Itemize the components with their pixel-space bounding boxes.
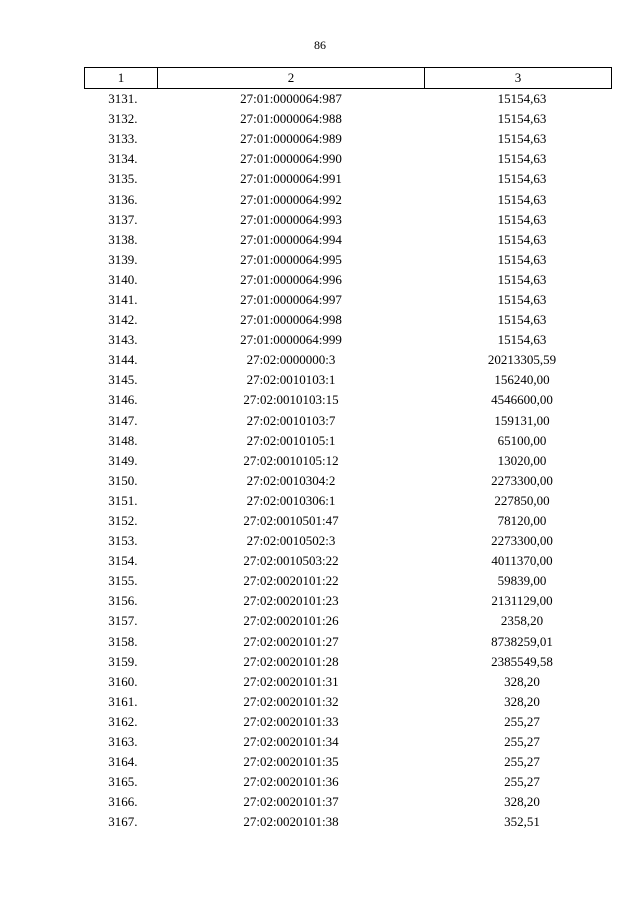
row-number: 3164. xyxy=(108,754,138,770)
cadastral-number: 27:01:0000064:995 xyxy=(240,251,342,267)
row-number: 3162. xyxy=(108,713,138,729)
table-row xyxy=(85,330,612,350)
value-cell: 8738259,01 xyxy=(491,633,553,649)
cadastral-number: 27:02:0020101:23 xyxy=(243,593,339,609)
row-number: 3139. xyxy=(108,251,138,267)
table-row xyxy=(85,230,612,250)
cadastral-number: 27:02:0020101:28 xyxy=(243,653,339,669)
table-row xyxy=(85,471,612,491)
value-cell: 65100,00 xyxy=(497,432,547,448)
row-number: 3150. xyxy=(108,472,138,488)
table-row xyxy=(85,290,612,310)
cadastral-number: 27:02:0010105:12 xyxy=(243,452,339,468)
cadastral-number: 27:01:0000064:991 xyxy=(240,171,342,187)
table-row xyxy=(85,672,612,692)
value-cell: 2358,20 xyxy=(500,613,544,629)
value-cell: 4011370,00 xyxy=(491,553,553,569)
table-row xyxy=(85,310,612,330)
row-number: 3135. xyxy=(108,171,138,187)
row-number: 3136. xyxy=(108,191,138,207)
cadastral-number: 27:02:0020101:38 xyxy=(243,814,339,830)
table-row xyxy=(85,411,612,431)
table-row xyxy=(85,169,612,189)
cadastral-number: 27:02:0020101:35 xyxy=(243,754,339,770)
cadastral-number: 27:02:0010502:3 xyxy=(246,533,336,549)
value-cell: 352,51 xyxy=(504,814,540,830)
value-cell: 2273300,00 xyxy=(491,472,553,488)
value-cell: 328,20 xyxy=(504,673,540,689)
cadastral-number: 27:02:0020101:31 xyxy=(243,673,339,689)
value-cell: 2385549,58 xyxy=(491,653,553,669)
table-row xyxy=(85,611,612,631)
value-cell: 15154,63 xyxy=(497,231,547,247)
column-header-1: 1 xyxy=(85,68,158,89)
cadastral-number: 27:02:0010306:1 xyxy=(246,492,336,508)
table-row xyxy=(85,89,612,110)
row-number: 3151. xyxy=(108,492,138,508)
cadastral-number: 27:01:0000064:998 xyxy=(240,312,342,328)
value-cell: 15154,63 xyxy=(497,251,547,267)
cadastral-number: 27:02:0020101:34 xyxy=(243,734,339,750)
row-number: 3157. xyxy=(108,613,138,629)
cadastral-number: 27:02:0010103:15 xyxy=(243,392,339,408)
value-cell: 156240,00 xyxy=(494,372,550,388)
value-cell: 59839,00 xyxy=(497,573,547,589)
row-number: 3147. xyxy=(108,412,138,428)
table-row xyxy=(85,250,612,270)
column-header-3: 3 xyxy=(425,68,612,89)
row-number: 3148. xyxy=(108,432,138,448)
table-row xyxy=(85,752,612,772)
row-number: 3165. xyxy=(108,774,138,790)
value-cell: 15154,63 xyxy=(497,131,547,147)
cadastral-number: 27:01:0000064:988 xyxy=(240,111,342,127)
table-row xyxy=(85,149,612,169)
value-cell: 255,27 xyxy=(504,713,540,729)
page-number: 86 xyxy=(314,38,326,52)
value-cell: 255,27 xyxy=(504,734,540,750)
table-row xyxy=(85,632,612,652)
row-number: 3166. xyxy=(108,794,138,810)
cadastral-number: 27:02:0020101:33 xyxy=(243,713,339,729)
cadastral-number: 27:01:0000064:996 xyxy=(240,271,342,287)
table-row xyxy=(85,390,612,410)
cadastral-number: 27:02:0020101:32 xyxy=(243,693,339,709)
row-number: 3167. xyxy=(108,814,138,830)
value-cell: 15154,63 xyxy=(497,312,547,328)
cadastral-number: 27:01:0000064:994 xyxy=(240,231,342,247)
table-body xyxy=(85,89,612,833)
value-cell: 15154,63 xyxy=(497,211,547,227)
value-cell: 15154,63 xyxy=(497,111,547,127)
row-number: 3146. xyxy=(108,392,138,408)
cadastral-table xyxy=(84,67,611,832)
table-header xyxy=(85,68,612,89)
row-number: 3155. xyxy=(108,573,138,589)
table-row xyxy=(85,571,612,591)
row-number: 3131. xyxy=(108,91,138,107)
cadastral-number: 27:02:0020101:27 xyxy=(243,633,339,649)
cadastral-number: 27:02:0020101:26 xyxy=(243,613,339,629)
row-number: 3142. xyxy=(108,312,138,328)
table-row xyxy=(85,109,612,129)
row-number: 3137. xyxy=(108,211,138,227)
cadastral-number: 27:02:0020101:36 xyxy=(243,774,339,790)
value-cell: 15154,63 xyxy=(497,332,547,348)
table-row xyxy=(85,431,612,451)
cadastral-number: 27:02:0010103:7 xyxy=(246,412,336,428)
table-row xyxy=(85,350,612,370)
row-number: 3158. xyxy=(108,633,138,649)
table-row xyxy=(85,491,612,511)
cadastral-number: 27:02:0000000:3 xyxy=(246,352,336,368)
cadastral-number: 27:02:0010105:1 xyxy=(246,432,336,448)
row-number: 3154. xyxy=(108,553,138,569)
value-cell: 255,27 xyxy=(504,754,540,770)
column-header-2: 2 xyxy=(158,68,425,89)
row-number: 3144. xyxy=(108,352,138,368)
value-cell: 15154,63 xyxy=(497,291,547,307)
table-row xyxy=(85,591,612,611)
cadastral-number: 27:01:0000064:989 xyxy=(240,131,342,147)
row-number: 3145. xyxy=(108,372,138,388)
row-number: 3160. xyxy=(108,673,138,689)
value-cell: 20213305,59 xyxy=(487,352,557,368)
table-row xyxy=(85,210,612,230)
row-number: 3143. xyxy=(108,332,138,348)
row-number: 3140. xyxy=(108,271,138,287)
table-row xyxy=(85,712,612,732)
row-number: 3134. xyxy=(108,151,138,167)
row-number: 3159. xyxy=(108,653,138,669)
value-cell: 227850,00 xyxy=(494,492,550,508)
table-row xyxy=(85,270,612,290)
value-cell: 15154,63 xyxy=(497,171,547,187)
value-cell: 4546600,00 xyxy=(491,392,553,408)
table-row xyxy=(85,129,612,149)
row-number: 3163. xyxy=(108,734,138,750)
value-cell: 328,20 xyxy=(504,794,540,810)
table-row xyxy=(85,370,612,390)
table-row xyxy=(85,732,612,752)
cadastral-number: 27:02:0010501:47 xyxy=(243,513,339,529)
row-number: 3156. xyxy=(108,593,138,609)
cadastral-number: 27:02:0020101:37 xyxy=(243,794,339,810)
value-cell: 15154,63 xyxy=(497,151,547,167)
table-row xyxy=(85,551,612,571)
table-row xyxy=(85,812,612,832)
value-cell: 78120,00 xyxy=(497,513,547,529)
row-number: 3132. xyxy=(108,111,138,127)
table-row xyxy=(85,692,612,712)
cadastral-number: 27:01:0000064:993 xyxy=(240,211,342,227)
row-number: 3153. xyxy=(108,533,138,549)
cadastral-number: 27:02:0020101:22 xyxy=(243,573,339,589)
table-row xyxy=(85,531,612,551)
row-number: 3133. xyxy=(108,131,138,147)
table-row xyxy=(85,652,612,672)
cadastral-number: 27:02:0010304:2 xyxy=(246,472,336,488)
table-row xyxy=(85,792,612,812)
header-row xyxy=(85,68,612,89)
table-row xyxy=(85,189,612,209)
row-number: 3161. xyxy=(108,693,138,709)
value-cell: 15154,63 xyxy=(497,91,547,107)
value-cell: 15154,63 xyxy=(497,271,547,287)
value-cell: 255,27 xyxy=(504,774,540,790)
cadastral-number: 27:01:0000064:992 xyxy=(240,191,342,207)
data-table xyxy=(84,67,612,832)
value-cell: 328,20 xyxy=(504,693,540,709)
row-number: 3141. xyxy=(108,291,138,307)
value-cell: 15154,63 xyxy=(497,191,547,207)
cadastral-number: 27:02:0010103:1 xyxy=(246,372,336,388)
row-number: 3152. xyxy=(108,513,138,529)
value-cell: 2273300,00 xyxy=(491,533,553,549)
cadastral-number: 27:01:0000064:999 xyxy=(240,332,342,348)
value-cell: 13020,00 xyxy=(497,452,547,468)
row-number: 3138. xyxy=(108,231,138,247)
value-cell: 2131129,00 xyxy=(491,593,553,609)
cadastral-number: 27:01:0000064:987 xyxy=(240,91,342,107)
table-row xyxy=(85,772,612,792)
cadastral-number: 27:01:0000064:990 xyxy=(240,151,342,167)
cadastral-number: 27:01:0000064:997 xyxy=(240,291,342,307)
cadastral-number: 27:02:0010503:22 xyxy=(243,553,339,569)
value-cell: 159131,00 xyxy=(494,412,550,428)
table-row xyxy=(85,511,612,531)
table-row xyxy=(85,451,612,471)
row-number: 3149. xyxy=(108,452,138,468)
